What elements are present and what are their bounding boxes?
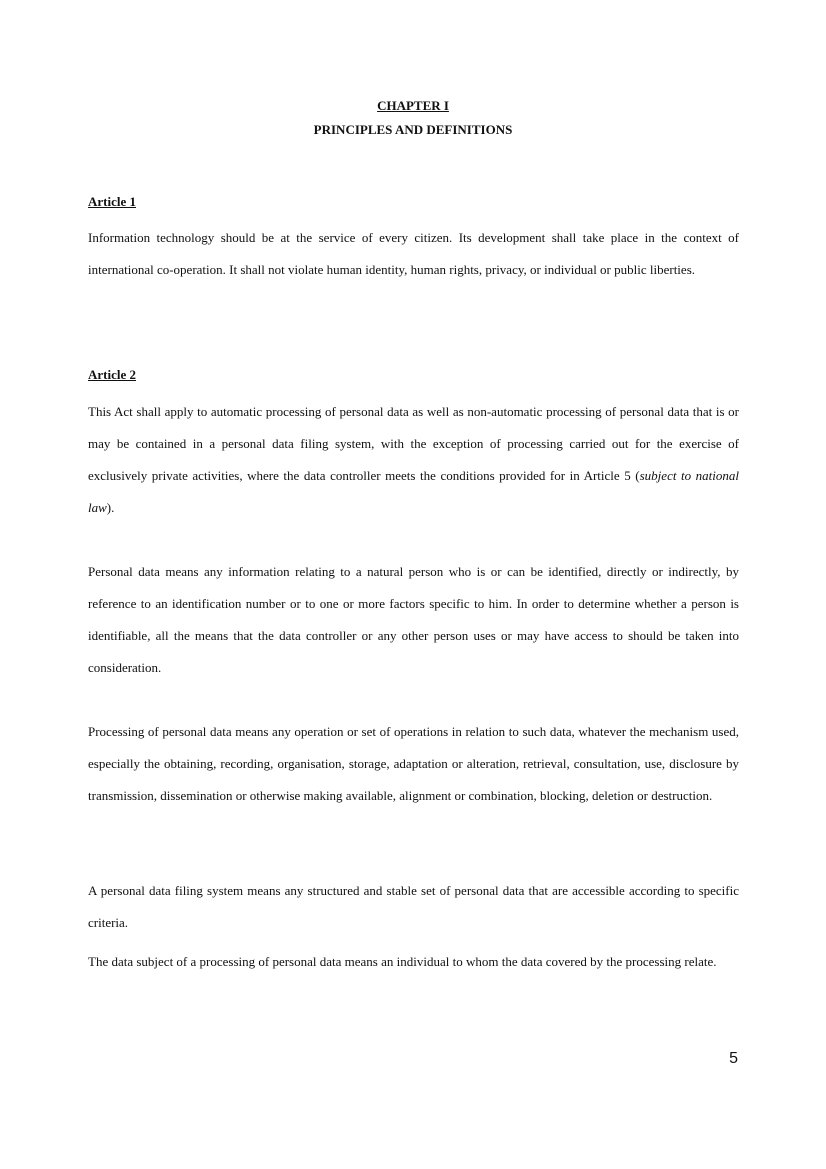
article-1-heading: Article 1: [88, 194, 137, 209]
article-2-heading: Article 2: [88, 367, 137, 382]
article-2-paragraph-5: The data subject of a processing of personal data means an individual to whom the data covered by the processing relate.: [88, 954, 717, 969]
article-2-paragraph-1-italic: subject to national law: [88, 468, 739, 515]
article-2-paragraph-4: A personal data filing system means any structured and stable set of personal data that are accessible according to specific criteria.: [88, 883, 739, 930]
article-2-paragraph-1: [88, 396, 739, 524]
chapter-subtitle: PRINCIPLES AND DEFINITIONS: [313, 122, 513, 137]
article-2-paragraph-1-end: ).: [106, 500, 115, 515]
article-2-paragraph-1-main: This Act shall apply to automatic processing of personal data as well as non-automatic processing of personal data that is or may be contained in a personal data filing system, with the exception of processing carried out for the exercise of exclusively private activities, where the data controller meets the conditions provided for in Article 5 (: [88, 404, 739, 483]
article-1-paragraph: Information technology should be at the service of every citizen. Its development shall take place in the context of international co-operation. It shall not violate human identity, human rights, privacy, or individual or public liberties.: [88, 230, 739, 277]
page-number: 5: [729, 1050, 738, 1067]
article-2-paragraph-3: Processing of personal data means any operation or set of operations in relation to such data, whatever the mechanism used, especially the obtaining, recording, organisation, storage, adaptation or alteration, retrieval, consultation, use, disclosure by transmission, dissemination or otherwise making available, alignment or combination, blocking, deletion or destruction.: [88, 724, 739, 803]
article-2-paragraph-2: Personal data means any information relating to a natural person who is or can be identified, directly or indirectly, by reference to an identification number or to one or more factors specific to him. In order to determine whether a person is identifiable, all the means that the data controller or any other person uses or may have access to should be taken into consideration.: [88, 564, 739, 675]
chapter-title: CHAPTER I: [377, 98, 449, 113]
